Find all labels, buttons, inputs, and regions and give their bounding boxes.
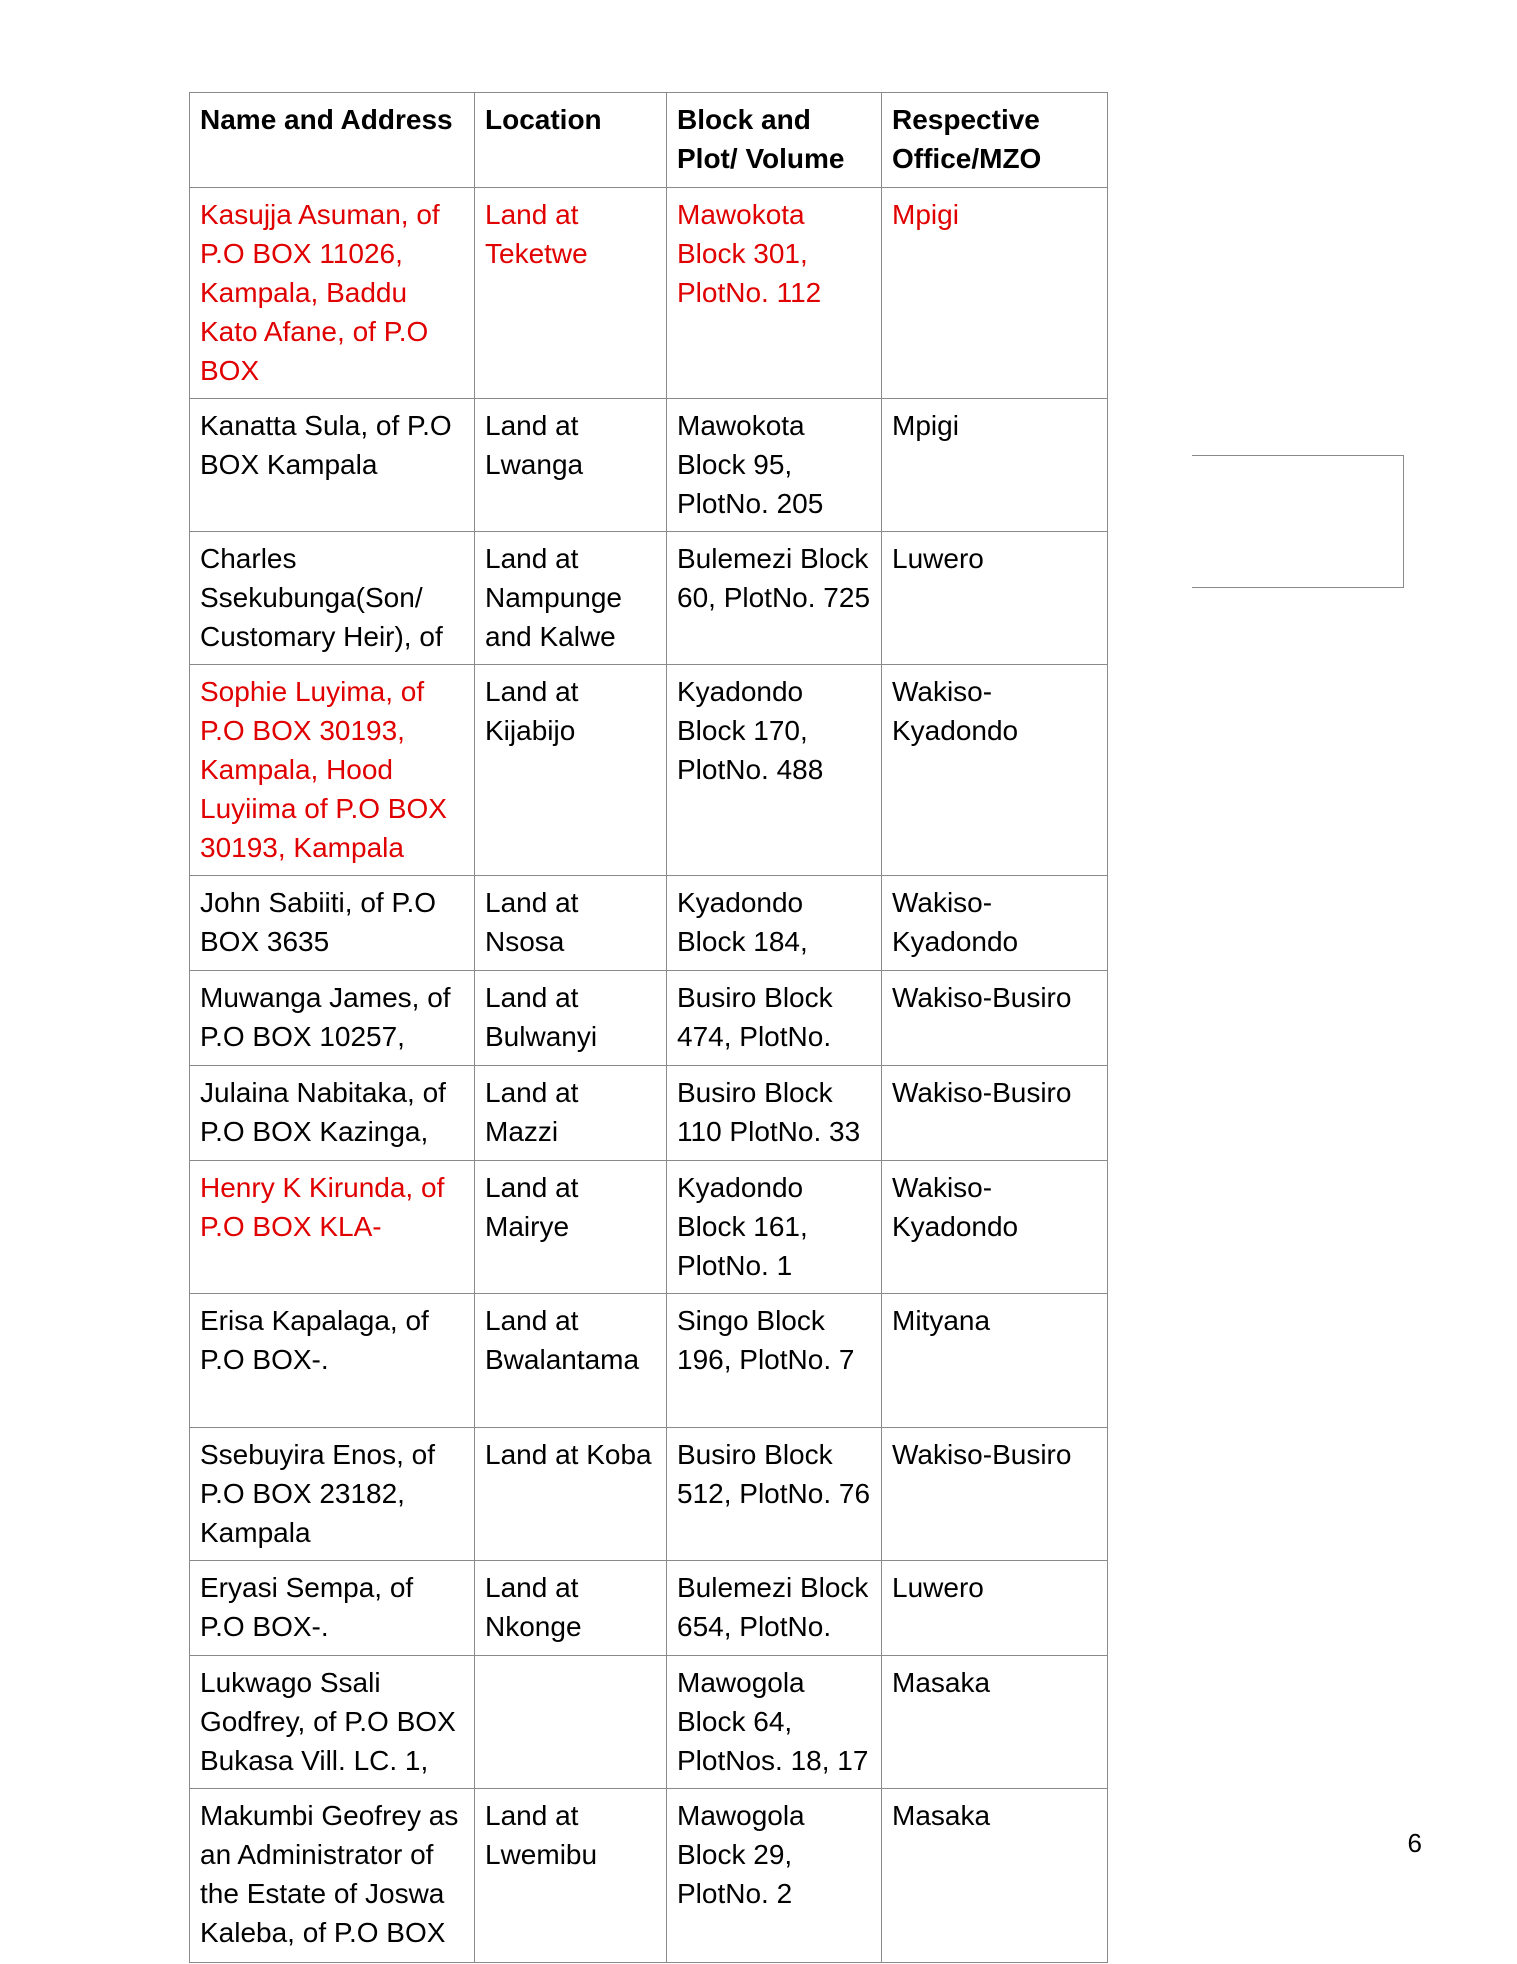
cell-office: Wakiso-Busiro	[882, 971, 1108, 1066]
table-row	[190, 665, 1108, 876]
header-block-plot-text: Block and Plot/ Volume	[677, 104, 845, 174]
cell-block: Mawokota Block 95, PlotNo. 205	[667, 399, 882, 532]
table-row	[190, 188, 1108, 399]
cell-location: Land at Kijabijo	[475, 665, 667, 876]
cell-location: Land at Mairye	[475, 1161, 667, 1294]
cell-office: Wakiso-Busiro	[882, 1428, 1108, 1561]
cell-office: Wakiso-Busiro	[882, 1066, 1108, 1161]
cell-block: Busiro Block 512, PlotNo. 76	[667, 1428, 882, 1561]
cell-block: Bulemezi Block 60, PlotNo. 725	[667, 532, 882, 665]
cell-block: Singo Block 196, PlotNo. 7	[667, 1294, 882, 1428]
cell-office: Luwero	[882, 1561, 1108, 1656]
cell-location	[475, 1656, 667, 1789]
cell-block	[667, 876, 882, 971]
cell-block: Mawokota Block 301, PlotNo. 112	[667, 188, 882, 399]
table-row	[190, 1656, 1108, 1789]
cell-name	[190, 532, 475, 665]
cell-block	[667, 971, 882, 1066]
cell-office: Mpigi	[882, 188, 1108, 399]
cell-name-text: Charles Ssekubunga(Son/ Customary Heir), of	[200, 543, 443, 652]
cell-location: Land at Lwanga	[475, 399, 667, 532]
cell-office: Wakiso-Kyadondo	[882, 876, 1108, 971]
cell-name	[190, 971, 475, 1066]
cell-name: John Sabiiti, of P.O BOX 3635	[190, 876, 475, 971]
cell-block-text: Busiro Block 474, PlotNo.	[677, 982, 833, 1052]
cell-office: Masaka	[882, 1789, 1108, 1963]
cell-location: Land at Nampunge and Kalwe	[475, 532, 667, 665]
table-row	[190, 1561, 1108, 1656]
cell-location: Land at Koba	[475, 1428, 667, 1561]
cell-name	[190, 1161, 475, 1294]
cell-office: Wakiso-Kyadondo	[882, 1161, 1108, 1294]
cell-block: Mawogola Block 29, PlotNo. 2	[667, 1789, 882, 1963]
header-name-address: Name and Address	[190, 93, 475, 188]
header-location: Location	[475, 93, 667, 188]
cell-block	[667, 1561, 882, 1656]
table-row	[190, 532, 1108, 665]
cell-office: Wakiso-Kyadondo	[882, 665, 1108, 876]
cell-name: Erisa Kapalaga, of P.O BOX-.	[190, 1294, 475, 1428]
cell-location: Land at Bwalantama	[475, 1294, 667, 1428]
cell-location: Land at Bulwanyi	[475, 971, 667, 1066]
cell-location: Land at Nsosa	[475, 876, 667, 971]
cell-block-text: Bulemezi Block 654, PlotNo.	[677, 1572, 869, 1642]
cell-name: Eryasi Sempa, of P.O BOX-.	[190, 1561, 475, 1656]
table-row	[190, 1161, 1108, 1294]
page-number: 6	[1407, 1828, 1422, 1858]
cell-location: Land at Teketwe	[475, 188, 667, 399]
table-row	[190, 1789, 1108, 1963]
cell-office: Mpigi	[882, 399, 1108, 532]
cell-location: Land at Nkonge	[475, 1561, 667, 1656]
cell-office: Luwero	[882, 532, 1108, 665]
cell-office: Masaka	[882, 1656, 1108, 1789]
cell-location: Land at Mazzi	[475, 1066, 667, 1161]
land-records-table	[189, 92, 1108, 1963]
cell-name: Sophie Luyima, of P.O BOX 30193, Kampala, Hood Luyiima of P.O BOX 30193, Kampala	[190, 665, 475, 876]
table-row	[190, 1294, 1108, 1428]
cell-name-text: Muwanga James, of P.O BOX 10257,	[200, 982, 451, 1052]
cell-block: Kyadondo Block 161, PlotNo. 1	[667, 1161, 882, 1294]
cell-name: Makumbi Geofrey as an Administrator of the Estate of Joswa Kaleba, of P.O BOX	[190, 1789, 475, 1963]
header-office: Respective Office/MZO	[882, 93, 1108, 188]
cell-name-text: Julaina Nabitaka, of P.O BOX Kazinga,	[200, 1077, 446, 1147]
cell-name	[190, 1066, 475, 1161]
cell-block: Busiro Block 110 PlotNo. 33	[667, 1066, 882, 1161]
cell-location: Land at Lwemibu	[475, 1789, 667, 1963]
table-row	[190, 1428, 1108, 1561]
cell-name: Lukwago Ssali Godfrey, of P.O BOX Bukasa Vill. LC. 1,	[190, 1656, 475, 1789]
cell-name: Kanatta Sula, of P.O BOX Kampala	[190, 399, 475, 532]
table-row	[190, 971, 1108, 1066]
table-row	[190, 1066, 1108, 1161]
cell-block: Kyadondo Block 170, PlotNo. 488	[667, 665, 882, 876]
cell-name: Kasujja Asuman, of P.O BOX 11026, Kampala, Baddu Kato Afane, of P.O BOX	[190, 188, 475, 399]
cell-office: Mityana	[882, 1294, 1108, 1428]
table-header-row	[190, 93, 1108, 188]
table-row	[190, 876, 1108, 971]
cell-name-text: Henry K Kirunda, of P.O BOX KLA-	[200, 1172, 445, 1242]
cell-block-text: Kyadondo Block 184,	[677, 887, 808, 957]
header-block-plot	[667, 93, 882, 188]
table-row	[190, 399, 1108, 532]
empty-extra-cell	[1192, 455, 1404, 588]
cell-name: Ssebuyira Enos, of P.O BOX 23182, Kampala	[190, 1428, 475, 1561]
cell-block: Mawogola Block 64, PlotNos. 18, 17	[667, 1656, 882, 1789]
